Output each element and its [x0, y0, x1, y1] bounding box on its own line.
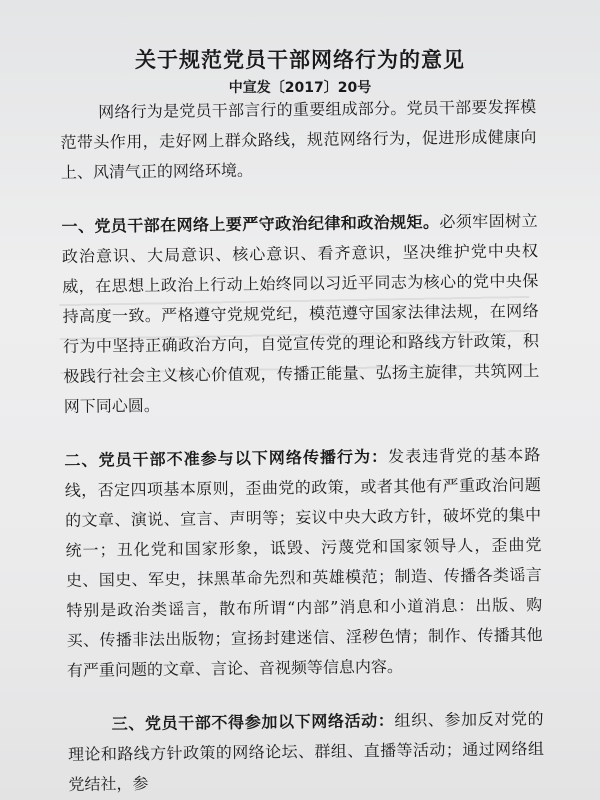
section-2-heading: 二、党员干部不准参与以下网络传播行为： — [64, 447, 389, 470]
section-3-paragraph — [67, 704, 544, 800]
section-2-text: 发表违背党的基本路线，否定四项基本原则，歪曲党的政策，或者其他有严重政治问题的文章、演说、宣言、声明等；妄议中央大政方针，破坏党的集中统一；丑化党和国家形象，诋毁、污蔑党和国家领导人，歪曲党史、国史、军史，抹黑革命先烈和英雄模范；制造、传播各类谣言特别是政治类谣言，散布所谓“内部”消息和小道消息：出版、购买、传播非法出版物；宣扬封建迷信、淫秽色情；制作、传播其他有严重问题的文章、言论、音视频等信息内容。 — [64, 445, 543, 680]
document-number: 中宣发〔2017〕20号 — [228, 80, 372, 96]
section-1-heading: 一、党员干部在网络上要严守政治纪律和政治规矩。 — [61, 212, 440, 236]
document-title: 关于规范党员干部网络行为的意见 — [135, 48, 465, 72]
section-3-text: 组织、参加反对党的理论和路线方针政策的网络论坛、群组、直播等活动；通过网络组党结社，参 — [67, 709, 545, 794]
section-3-heading: 三、党员干部不得参加以下网络活动： — [111, 710, 395, 734]
intro-paragraph: 网络行为是党员干部言行的重要组成部分。党员干部要发挥模范带头作用，走好网上群众路线，规范网络行为，促进形成健康向上、风清气正的网络环境。 — [60, 97, 537, 182]
section-1-paragraph — [61, 206, 540, 422]
section-1-text: 必须牢固树立政治意识、大局意识、核心意识、看齐意识，坚决维护党中央权威，在思想上政治上行动上始终同以习近平同志为核心的党中央保持高度一致。严格遵守党规党纪，模范遵守国家法律法规，在网络行为中坚持正确政治方向，自觉宣传党的理论和路线方针政策，积极践行社会主义核心价值观，传播正能量、弘扬主旋律，共筑网上网下同心圆。 — [61, 211, 540, 416]
section-2-paragraph — [64, 440, 543, 686]
document-body — [60, 92, 545, 800]
